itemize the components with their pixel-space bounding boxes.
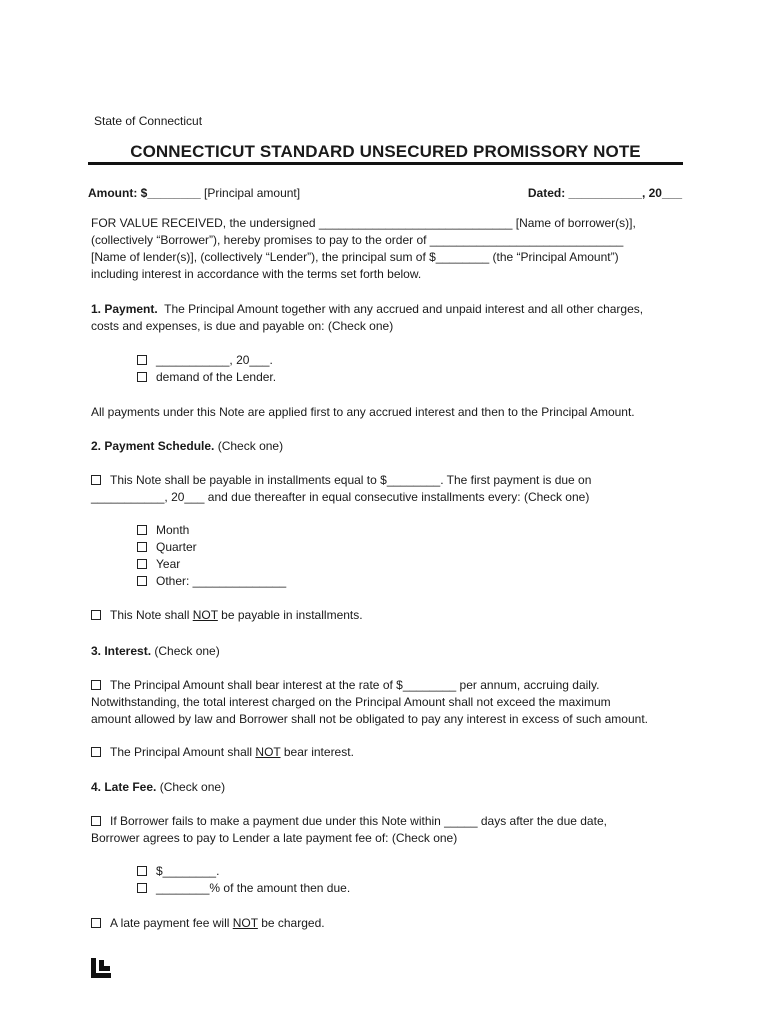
section-heading: 1. Payment. xyxy=(91,302,158,316)
checkbox[interactable] xyxy=(91,918,101,928)
option-label-continued: Notwithstanding, the total interest charged on the Principal Amount shall not exceed the maximum xyxy=(91,695,611,709)
not-emphasis: NOT xyxy=(192,608,218,622)
checkbox[interactable] xyxy=(137,372,147,382)
intro-line: FOR VALUE RECEIVED, the undersigned _____________________________ [Name of borrower(s)], xyxy=(91,216,636,230)
installments-option xyxy=(91,472,681,506)
checkbox[interactable] xyxy=(91,610,101,620)
payment-option-date[interactable] xyxy=(137,353,273,367)
option-label-continued: Borrower agrees to pay to Lender a late payment fee of: (Check one) xyxy=(91,831,458,845)
frequency-option-month[interactable] xyxy=(137,523,189,537)
option-label: be charged. xyxy=(257,916,325,930)
dated-line: Dated: ___________, 20___ xyxy=(527,186,682,200)
option-label: $________. xyxy=(156,864,220,878)
option-label: ________% of the amount then due. xyxy=(156,881,351,895)
late-fee-option-percent[interactable] xyxy=(137,881,350,895)
option-label-continued: amount allowed by law and Borrower shall not be obligated to pay any interest in excess of such amount. xyxy=(91,712,648,726)
brand-logo-icon xyxy=(91,958,111,978)
intro-line: (collectively “Borrower”), hereby promises to pay to the order of _____________________________ xyxy=(91,233,624,247)
no-late-fee-option[interactable] xyxy=(91,916,325,930)
payment-note: All payments under this Note are applied first to any accrued interest and then to the Principal Amount. xyxy=(91,405,635,419)
no-installments-option[interactable] xyxy=(91,608,363,622)
checkbox[interactable] xyxy=(137,883,147,893)
option-label: Year xyxy=(156,557,181,571)
checkbox[interactable] xyxy=(91,747,101,757)
section-payment xyxy=(91,301,681,335)
section-late-fee-heading xyxy=(91,779,681,796)
checkbox[interactable] xyxy=(91,680,101,690)
check-one-label: (Check one) xyxy=(156,780,226,794)
late-fee-option-amount[interactable] xyxy=(137,864,219,878)
option-label-continued: ___________, 20___ and due thereafter in equal consecutive installments every: (Check one) xyxy=(91,490,590,504)
check-one-label: (Check one) xyxy=(151,644,220,658)
checkbox[interactable] xyxy=(137,866,147,876)
option-label: This Note shall be payable in installments equal to $________. The first payment is due on xyxy=(110,473,592,487)
section-heading: 4. Late Fee. xyxy=(91,780,157,794)
checkbox[interactable] xyxy=(91,475,101,485)
checkbox[interactable] xyxy=(137,576,147,586)
late-fee-option xyxy=(91,813,681,847)
amount-line xyxy=(88,186,300,200)
section-heading: 2. Payment Schedule. xyxy=(91,439,215,453)
no-interest-option[interactable] xyxy=(91,745,354,759)
payment-option-demand[interactable] xyxy=(137,370,276,384)
option-label: ___________, 20___. xyxy=(156,353,273,367)
title-divider xyxy=(88,162,683,165)
intro-line: [Name of lender(s)], (collectively “Lender”), the principal sum of $________ (the “Principal Amount”) xyxy=(91,250,619,264)
section-interest-heading xyxy=(91,643,681,660)
section-text: The Principal Amount together with any accrued and unpaid interest and all other charges, xyxy=(157,302,644,316)
option-label: Quarter xyxy=(156,540,197,554)
frequency-option-quarter[interactable] xyxy=(137,540,197,554)
checkbox[interactable] xyxy=(137,355,147,365)
state-label: State of Connecticut xyxy=(94,114,203,128)
check-one-label: (Check one) xyxy=(214,439,284,453)
option-label: This Note shall xyxy=(110,608,193,622)
option-label: If Borrower fails to make a payment due under this Note within _____ days after the due date, xyxy=(110,814,607,828)
frequency-option-year[interactable] xyxy=(137,557,180,571)
option-label: The Principal Amount shall xyxy=(110,745,256,759)
checkbox[interactable] xyxy=(137,559,147,569)
document-title: CONNECTICUT STANDARD UNSECURED PROMISSORY NOTE xyxy=(130,142,641,161)
intro-paragraph xyxy=(91,215,681,283)
section-heading: 3. Interest. xyxy=(91,644,152,658)
not-emphasis: NOT xyxy=(255,745,281,759)
section-text: costs and expenses, is due and payable on: (Check one) xyxy=(91,319,394,333)
amount-placeholder: [Principal amount] xyxy=(200,186,301,200)
intro-line: including interest in accordance with the terms set forth below. xyxy=(91,267,422,281)
checkbox[interactable] xyxy=(91,816,101,826)
option-label: The Principal Amount shall bear interest at the rate of $________ per annum, accruing daily. xyxy=(110,678,600,692)
option-label: Other: ______________ xyxy=(156,574,287,588)
option-label: Month xyxy=(156,523,190,537)
interest-option xyxy=(91,677,681,728)
checkbox[interactable] xyxy=(137,542,147,552)
option-label: be payable in installments. xyxy=(217,608,363,622)
frequency-option-other[interactable] xyxy=(137,574,286,588)
option-label: demand of the Lender. xyxy=(156,370,277,384)
checkbox[interactable] xyxy=(137,525,147,535)
not-emphasis: NOT xyxy=(232,916,258,930)
amount-label: Amount: $________ xyxy=(88,186,201,200)
section-payment-schedule-heading xyxy=(91,438,681,455)
option-label: bear interest. xyxy=(280,745,354,759)
option-label: A late payment fee will xyxy=(110,916,233,930)
